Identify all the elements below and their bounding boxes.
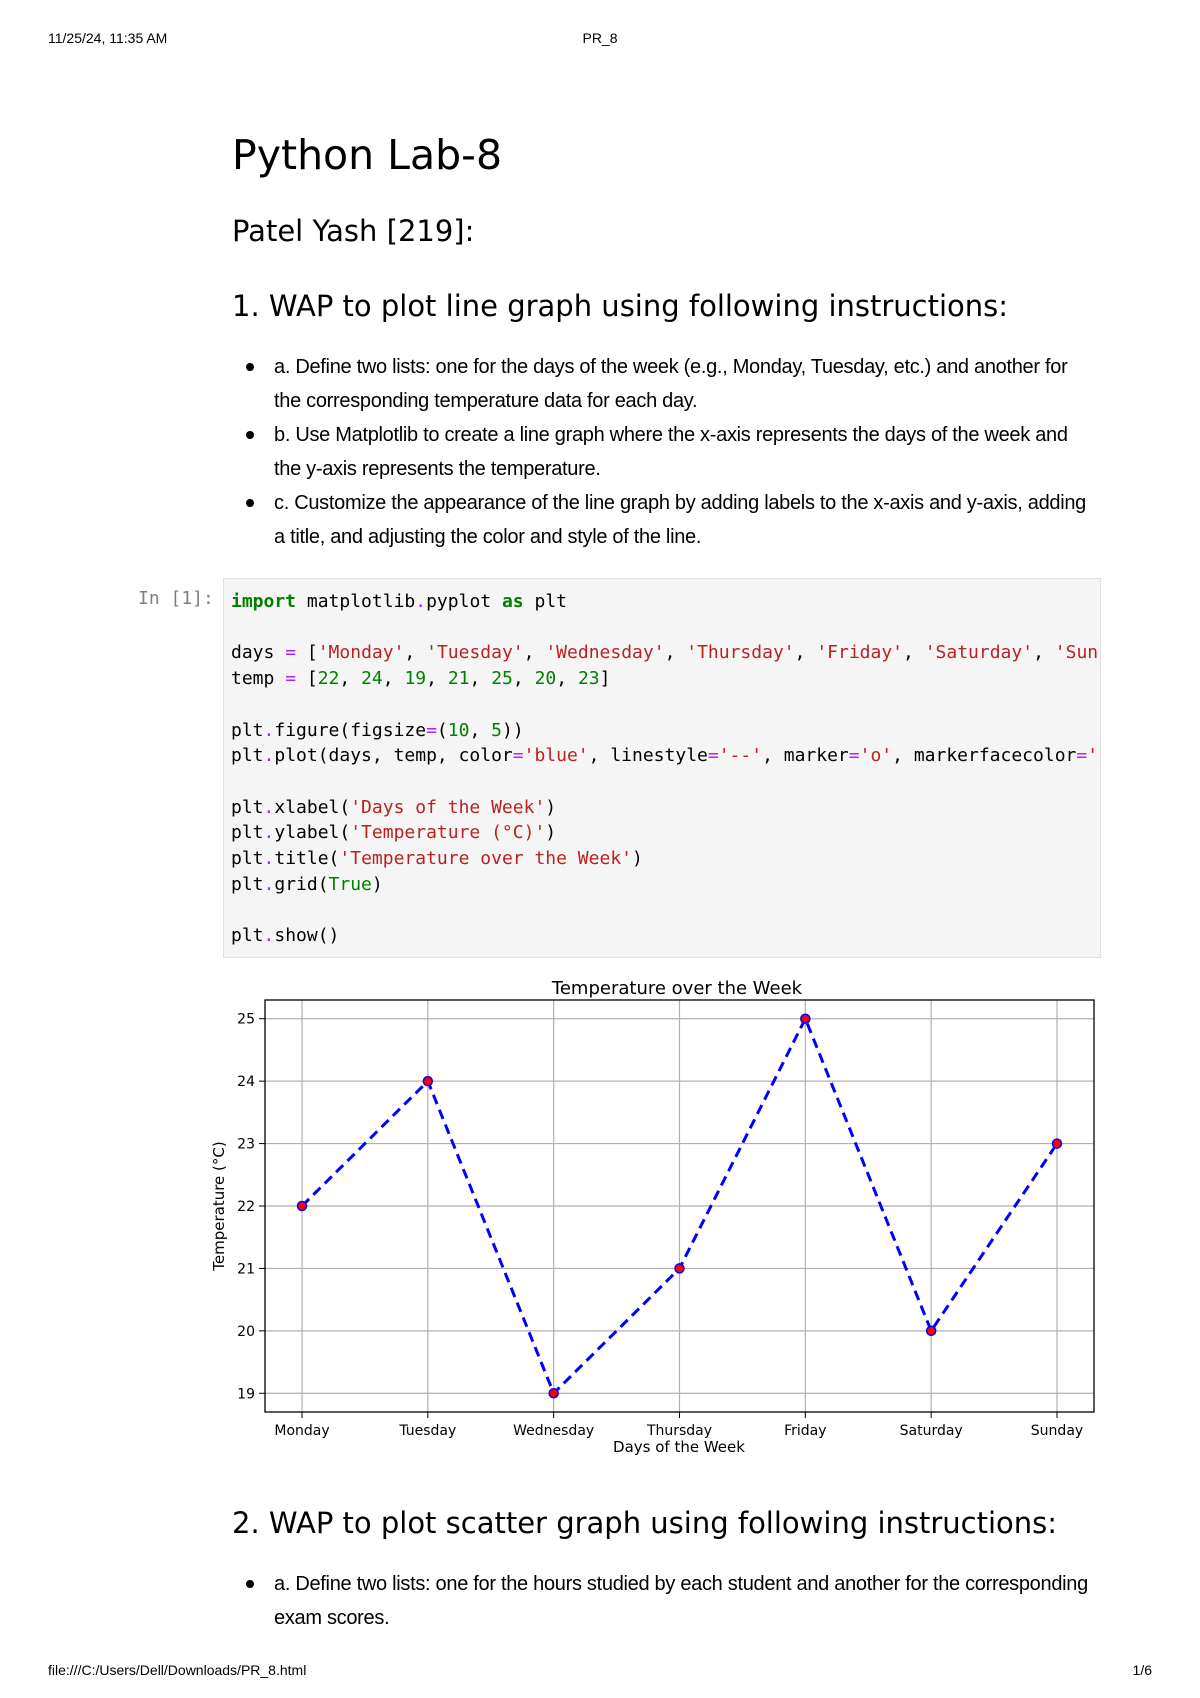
line-chart: [205, 966, 1105, 1466]
print-page-number: 1/6: [1132, 1662, 1152, 1678]
code-line: days = ['Monday', 'Tuesday', 'Wednesday', 'Thursday', 'Friday', 'Saturday', 'Sun: [231, 642, 1099, 664]
author-heading: Patel Yash [219]:: [232, 214, 475, 248]
code-line: plt.grid(True): [231, 873, 383, 895]
y-axis-label: Temperature (°C): [210, 1141, 228, 1271]
y-tick-label: 21: [237, 1261, 255, 1278]
y-tick-label: 25: [237, 1011, 255, 1028]
chart-title: Temperature over the Week: [551, 978, 803, 999]
question-2-heading: 2. WAP to plot scatter graph using following instructions:: [232, 1506, 1058, 1540]
bullet-item: c. Customize the appearance of the line graph by adding labels to the x-axis and y-axis, adding a title, and adjusting the color and style of the line.: [232, 486, 1092, 554]
question-1-bullets: [232, 350, 1092, 554]
x-axis-label: Days of the Week: [613, 1438, 745, 1456]
print-doc-title: PR_8: [582, 30, 618, 46]
chart-grid: [265, 1000, 1094, 1412]
bullet-item: a. Define two lists: one for the days of the week (e.g., Monday, Tuesday, etc.) and another for the corresponding temperature data for each day.: [232, 350, 1092, 418]
page-title: Python Lab-8: [232, 131, 503, 179]
x-tick-label: Saturday: [899, 1423, 963, 1439]
code-text: [224, 579, 1100, 949]
code-line: plt.xlabel('Days of the Week'): [231, 796, 557, 818]
code-line: import matplotlib.pyplot as plt: [231, 591, 567, 612]
data-point: [801, 1014, 810, 1023]
bullet-dot-icon: [246, 1580, 254, 1588]
y-axis-ticks: [237, 1012, 265, 1403]
x-tick-label: Thursday: [646, 1423, 713, 1439]
code-line: temp = [22, 24, 19, 21, 25, 20, 23]: [231, 668, 611, 690]
y-tick-label: 19: [237, 1386, 255, 1403]
data-point: [298, 1202, 307, 1211]
x-tick-label: Tuesday: [399, 1423, 457, 1439]
bullet-item: b. Use Matplotlib to create a line graph where the x-axis represents the days of the week and the y-axis represents the temperature.: [232, 418, 1092, 486]
code-line: plt.show(): [231, 925, 340, 947]
data-point: [675, 1264, 684, 1273]
question-2-bullets: [232, 1567, 1092, 1635]
data-point: [549, 1389, 558, 1398]
y-tick-label: 22: [237, 1199, 255, 1215]
code-line: plt.title('Temperature over the Week'): [231, 848, 643, 870]
code-line: plt.plot(days, temp, color='blue', linestyle='--', marker='o', markerfacecolor=': [231, 745, 1099, 767]
code-line: plt.ylabel('Temperature (°C)'): [231, 822, 557, 844]
x-tick-label: Wednesday: [513, 1423, 595, 1439]
code-cell[interactable]: [223, 578, 1101, 958]
print-file-path: file:///C:/Users/Dell/Downloads/PR_8.html: [48, 1662, 307, 1678]
bullet-dot-icon: [246, 363, 254, 371]
y-tick-label: 20: [237, 1323, 255, 1340]
data-point: [1053, 1139, 1062, 1148]
cell-prompt: In [1]:: [138, 588, 214, 609]
data-point: [927, 1326, 936, 1335]
x-tick-label: Friday: [784, 1423, 827, 1439]
y-tick-label: 24: [237, 1074, 255, 1091]
bullet-dot-icon: [246, 499, 254, 507]
question-1-heading: 1. WAP to plot line graph using following instructions:: [232, 289, 1009, 323]
bullet-item: a. Define two lists: one for the hours studied by each student and another for the corresponding exam scores.: [232, 1567, 1092, 1635]
x-axis-ticks: [274, 1412, 1083, 1439]
y-tick-label: 23: [237, 1136, 255, 1153]
data-point: [423, 1077, 432, 1086]
x-tick-label: Sunday: [1030, 1423, 1084, 1439]
x-tick-label: Monday: [274, 1423, 330, 1439]
code-line: plt.figure(figsize=(10, 5)): [231, 719, 524, 741]
bullet-dot-icon: [246, 431, 254, 439]
print-datetime: 11/25/24, 11:35 AM: [48, 30, 168, 46]
